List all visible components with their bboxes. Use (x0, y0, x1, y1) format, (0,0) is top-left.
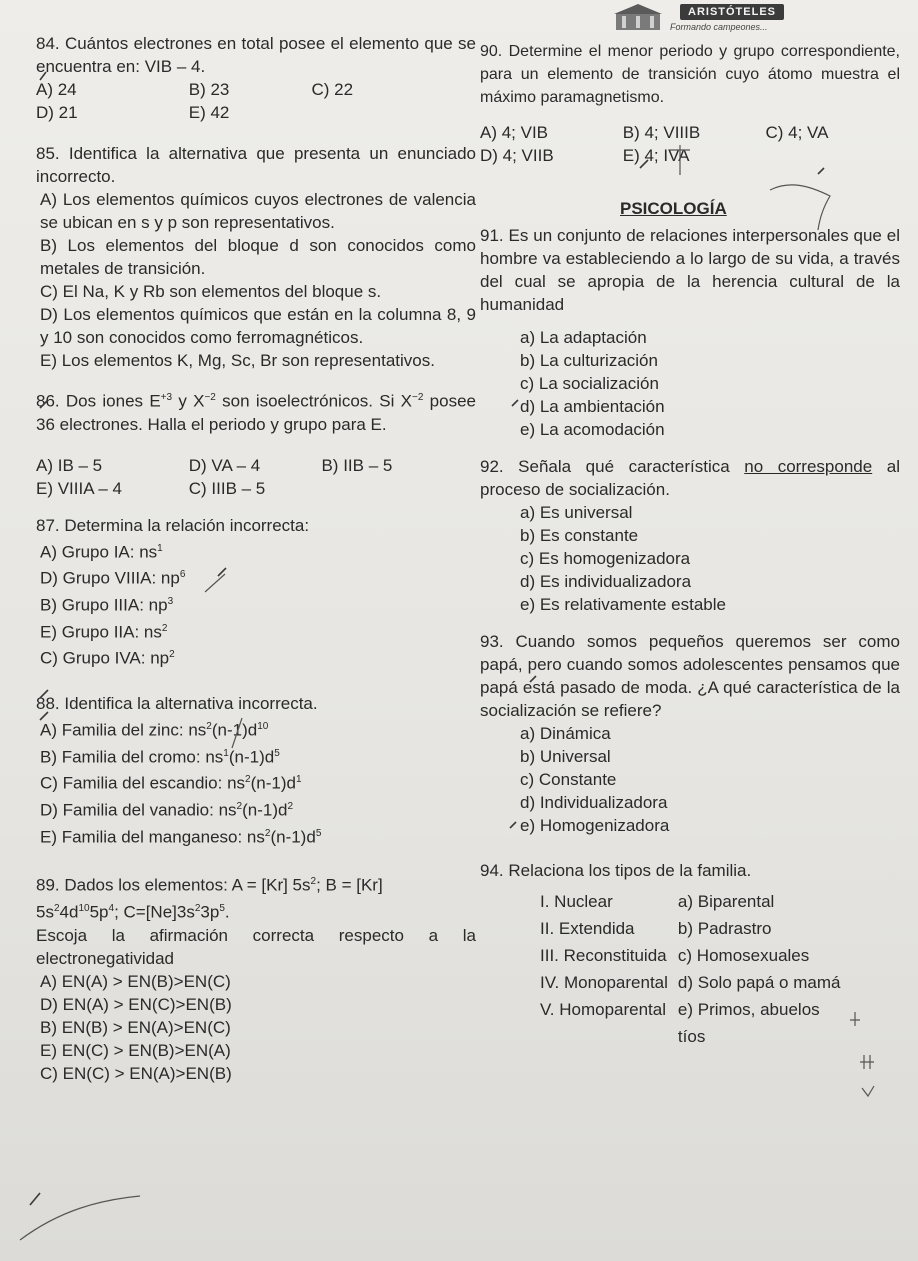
q91-option-a[interactable]: a) La adaptación (520, 328, 647, 347)
question-93-text: 93. Cuando somos pequeños queremos ser como papá, pero cuando somos adolescentes pensamos que papá está pasado de moda. ¿A qué característica de la socialización se refiere? (480, 632, 900, 720)
question-87-text: 87. Determina la relación incorrecta: (36, 515, 310, 535)
q89-option-e[interactable]: E) EN(C) > EN(B)>EN(A) (40, 1040, 231, 1060)
q89-option-d[interactable]: D) EN(A) > EN(C)>EN(B) (40, 994, 232, 1014)
q90-option-d[interactable]: D) 4; VIIB (480, 146, 554, 165)
q85-option-c[interactable]: C) El Na, K y Rb son elementos del bloque s. (40, 282, 382, 301)
q86-option-c[interactable]: C) IIIB – 5 (188, 478, 266, 498)
q85-option-d[interactable]: D) Los elementos químicos que están en la columna 8, 9 y 10 son conocidos como ferromagnéticos. (40, 305, 476, 347)
family-type-right[interactable]: e) Primos, abuelos (677, 1000, 820, 1019)
q86-option-d[interactable]: D) VA – 4 (188, 455, 261, 475)
q92-option-b[interactable]: b) Es constante (520, 526, 639, 545)
question-88-text: 88. Identifica la alternativa incorrecta. (36, 693, 318, 713)
q87-option-a[interactable]: A) Grupo IA: $ns^1$ (40, 542, 163, 562)
q87-option-c[interactable]: C) Grupo IVA: $np^2$ (40, 648, 175, 668)
family-type-left[interactable]: I. Nuclear (540, 892, 613, 911)
family-type-right-tail: tíos (677, 1027, 706, 1046)
q93-option-b[interactable]: b) Universal (520, 747, 611, 766)
section-title-psicologia: PSICOLOGÍA (620, 199, 727, 218)
question-89-line-1: 89. Dados los elementos: A = [Kr] $5s^2$; B = [Kr] (36, 875, 383, 895)
logo-tagline: Formando campeones... (670, 22, 768, 32)
question-89-line-2: $5s^24d^{10}5p^4$; $C=[Ne]3s^23p^5$. (36, 902, 230, 922)
q93-option-a[interactable]: a) Dinámica (520, 724, 611, 743)
logo-title: ARISTÓTELES (680, 4, 784, 20)
q88-option-e[interactable]: E) Familia del manganeso: $ns^2(n-1)d^5$ (40, 827, 322, 847)
scribble-icon (20, 145, 874, 1240)
q86-option-e[interactable]: E) VIIIA – 4 (36, 478, 122, 498)
q91-option-c[interactable]: c) La socialización (520, 374, 659, 393)
q93-option-d[interactable]: d) Individualizadora (520, 793, 668, 812)
q88-option-d[interactable]: D) Familia del vanadio: $ns^2(n-1)d^2$ (40, 800, 294, 820)
question-92-text: 92. Señala qué característica no corresponde al proceso de socialización. (480, 457, 900, 499)
question-94-text: 94. Relaciona los tipos de la familia. (480, 861, 752, 880)
question-89-text: Escoja la afirmación correcta respecto a la electronegatividad (36, 925, 476, 968)
family-type-left[interactable]: III. Reconstituida (540, 946, 667, 965)
family-type-left[interactable]: II. Extendida (540, 919, 635, 938)
family-type-right[interactable]: b) Padrastro (677, 919, 772, 938)
q93-option-e[interactable]: e) Homogenizadora (520, 816, 670, 835)
family-type-left[interactable]: IV. Monoparental (540, 973, 668, 992)
question-86-text: 86. Dos iones $E^{+3}$ y $X^{-2}$ son isoelectrónicos. Si $X^{-2}$ posee 36 electrones. Halla el periodo y grupo para E. (36, 391, 476, 434)
q90-option-a[interactable]: A) 4; VIB (480, 123, 549, 142)
q92-option-d[interactable]: d) Es individualizadora (520, 572, 692, 591)
family-type-right[interactable]: c) Homosexuales (677, 946, 810, 965)
q86-option-b[interactable]: B) IIB – 5 (321, 455, 393, 475)
family-type-left[interactable]: V. Homoparental (540, 1000, 667, 1019)
q92-option-e[interactable]: e) Es relativamente estable (520, 595, 726, 614)
q91-option-b[interactable]: b) La culturización (520, 351, 658, 370)
q87-option-e[interactable]: E) Grupo IIA: $ns^2$ (40, 622, 168, 642)
q93-option-c[interactable]: c) Constante (520, 770, 617, 789)
q92-option-a[interactable]: a) Es universal (520, 503, 633, 522)
question-91-text: 91. Es un conjunto de relaciones interpersonales que el hombre va estableciendo a lo largo de su vida, a través del cual se apropia de la herencia cultural de la humanidad (480, 226, 900, 314)
q84-option-c[interactable]: C) 22 (311, 80, 354, 99)
q88-option-b[interactable]: B) Familia del cromo: $ns^1(n-1)d^5$ (40, 747, 280, 767)
q88-option-c[interactable]: C) Familia del escandio: $ns^2(n-1)d^1$ (40, 773, 302, 793)
q90-option-c[interactable]: C) 4; VA (765, 123, 829, 142)
q87-option-b[interactable]: B) Grupo IIIA: $np^3$ (40, 595, 174, 615)
q89-option-c[interactable]: C) EN(C) > EN(A)>EN(B) (40, 1063, 232, 1083)
q85-option-a[interactable]: A) Los elementos químicos cuyos electrones de valencia se ubican en s y p son representativos. (40, 190, 476, 232)
q88-option-a[interactable]: A) Familia del zinc: $ns^2(n-1)d^{10}$ (40, 720, 269, 740)
q86-option-a[interactable]: A) IB – 5 (36, 455, 103, 475)
q84-option-a[interactable]: A) 24 (36, 80, 77, 99)
q87-option-d[interactable]: D) Grupo VIIIA: $np^6$ (40, 568, 186, 588)
q84-option-d[interactable]: D) 21 (36, 103, 78, 122)
question-85-text: 85. Identifica la alternativa que presenta un enunciado incorrecto. (36, 144, 476, 186)
q84-option-e[interactable]: E) 42 (188, 103, 230, 122)
family-type-right[interactable]: a) Biparental (677, 892, 775, 911)
q91-option-d[interactable]: d) La ambientación (520, 397, 665, 416)
q84-option-b[interactable]: B) 23 (188, 80, 230, 99)
q92-option-c[interactable]: c) Es homogenizadora (520, 549, 691, 568)
q89-option-b[interactable]: B) EN(B) > EN(A)>EN(C) (40, 1017, 231, 1037)
check-mark-icon (30, 72, 824, 1205)
q90-option-e[interactable]: E) 4; IVA (622, 146, 690, 165)
q89-option-a[interactable]: A) EN(A) > EN(B)>EN(C) (40, 971, 231, 991)
q91-option-e[interactable]: e) La acomodación (520, 420, 665, 439)
q85-option-e[interactable]: E) Los elementos K, Mg, Sc, Br son representativos. (40, 351, 435, 370)
q90-option-b[interactable]: B) 4; VIIIB (622, 123, 701, 142)
question-84-text: 84. Cuántos electrones en total posee el elemento que se encuentra en: VIB – 4. (36, 34, 476, 76)
family-type-right[interactable]: d) Solo papá o mamá (677, 973, 841, 992)
question-90-text: 90. Determine el menor periodo y grupo correspondiente, para un elemento de transición cuyo átomo muestra el máximo paramagnetismo. (480, 43, 900, 106)
q85-option-b[interactable]: B) Los elementos del bloque d son conocidos como metales de transición. (40, 236, 476, 278)
